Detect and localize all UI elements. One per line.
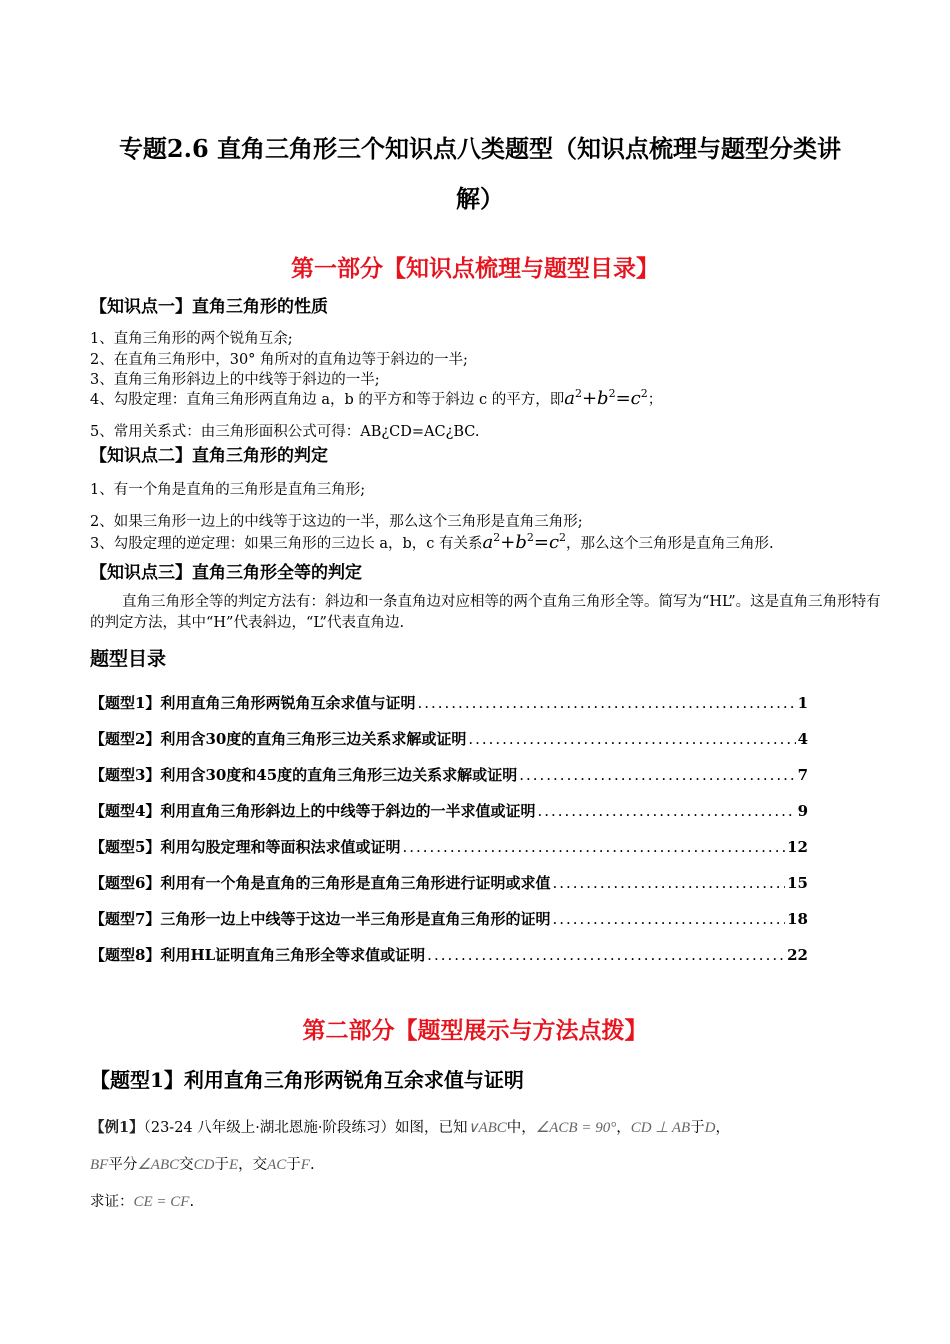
kp1-item-1: 1、直角三角形的两个锐角互余; [90, 331, 293, 347]
toc-page: 4 [797, 730, 808, 748]
toc-item-4[interactable]: 【题型4】利用直角三角形斜边上的中线等于斜边的一半求值或证明 ..... 9 [90, 800, 808, 836]
toc-item-3[interactable]: 【题型3】利用含30度和45度的直角三角形三边关系求解或证明 ..... 7 [90, 764, 808, 800]
toc-item-5[interactable]: 【题型5】利用勾股定理和等面积法求值或证明 ..... 12 [90, 836, 808, 872]
kp2-item-1: 1、有一个角是直角的三角形是直角三角形; [90, 482, 366, 498]
pythagorean-formula: $a^2+b^2=c^2$ [564, 387, 648, 409]
toc-page: 22 [787, 946, 808, 964]
toc-page: 1 [797, 694, 808, 712]
toc-leader [402, 838, 785, 856]
toc-item-2[interactable]: 【题型2】利用含30度的直角三角形三边关系求解或证明 ..... 4 [90, 728, 808, 764]
example-1-prove: 求证：CE = CF. [90, 1194, 195, 1210]
table-of-contents [90, 692, 808, 980]
kp2-item-3-text: 3、勾股定理的逆定理：如果三角形的三边长 a，b，c 有关系 [90, 536, 483, 552]
toc-leader [537, 802, 795, 820]
toc-page: 7 [797, 766, 808, 784]
toc-leader [417, 694, 795, 712]
toc-item-7[interactable]: 【题型7】三角形一边上中线等于这边一半三角形是直角三角形的证明 ..... 18 [90, 908, 808, 944]
kp1-item-4: 4、勾股定理：直角三角形两直角边 a，b 的平方和等于斜边 c 的平方，即$a^2+b^2=c^2$； [90, 387, 663, 409]
kp1-item-2: 2、在直角三角形中，30° 角所对的直角边等于斜边的一半; [90, 352, 468, 368]
kp2-item-3: 3、勾股定理的逆定理：如果三角形的三边长 a，b，c 有关系$a^2+b^2=c^2$，那么这个三角形是直角三角形. [90, 531, 774, 553]
type1-heading: 【题型1】利用直角三角形两锐角互余求值与证明 [90, 1068, 524, 1092]
example-1-line-1: 【例1】（23-24 八年级上·湖北恩施·阶段练习）如图，已知∨ABC中，∠ACB = 90°，CD ⊥ AB于D， [90, 1119, 731, 1136]
toc-leader [552, 874, 785, 892]
kp3-paragraph: 直角三角形全等的判定方法有：斜边和一条直角边对应相等的两个直角三角形全等。简写为“HL”。这是直角三角形特有的判定方法，其中“H”代表斜边，“L”代表直角边. [90, 594, 881, 631]
toc-page: 18 [787, 910, 808, 928]
toc-page: 12 [787, 838, 808, 856]
toc-leader [519, 766, 795, 784]
toc-leader [552, 910, 785, 928]
kp1-heading: 【知识点一】直角三角形的性质 [90, 297, 328, 317]
title-line-2: 解） [456, 184, 504, 213]
kp2-heading: 【知识点二】直角三角形的判定 [90, 446, 328, 466]
toc-heading: 题型目录 [90, 648, 167, 670]
document-title [90, 124, 870, 224]
kp1-item-3: 3、直角三角形斜边上的中线等于斜边的一半; [90, 372, 380, 388]
kp1-item-5: 5、常用关系式：由三角形面积公式可得：AB¿CD=AC¿BC. [90, 424, 480, 440]
example-1-line-2: BF平分∠ABC交CD于E，交AC于F. [90, 1157, 315, 1173]
part2-title: 第二部分【题型展示与方法点拨】 [302, 1017, 648, 1044]
toc-item-1[interactable]: 【题型1】利用直角三角形两锐角互余求值与证明 ..... 1 [90, 692, 808, 728]
toc-item-8[interactable]: 【题型8】利用HL证明直角三角形全等求值或证明 ..... 22 [90, 944, 808, 980]
example-label: 【例1】 [90, 1119, 144, 1136]
title-line-1: 专题2.6 直角三角形三个知识点八类题型（知识点梳理与题型分类讲 [118, 134, 842, 163]
toc-item-6[interactable]: 【题型6】利用有一个角是直角的三角形是直角三角形进行证明或求值 ..... 15 [90, 872, 808, 908]
pythagorean-converse-formula: $a^2+b^2=c^2$ [482, 531, 567, 553]
toc-leader [468, 730, 795, 748]
toc-page: 9 [797, 802, 808, 820]
kp2-item-2: 2、如果三角形一边上的中线等于这边的一半，那么这个三角形是直角三角形; [90, 514, 583, 530]
kp3-heading: 【知识点三】直角三角形全等的判定 [90, 563, 362, 583]
kp1-item-4-text: 4、勾股定理：直角三角形两直角边 a，b 的平方和等于斜边 c 的平方，即 [90, 392, 565, 408]
toc-leader [427, 946, 785, 964]
part1-title: 第一部分【知识点梳理与题型目录】 [291, 255, 659, 282]
toc-page: 15 [787, 874, 808, 892]
